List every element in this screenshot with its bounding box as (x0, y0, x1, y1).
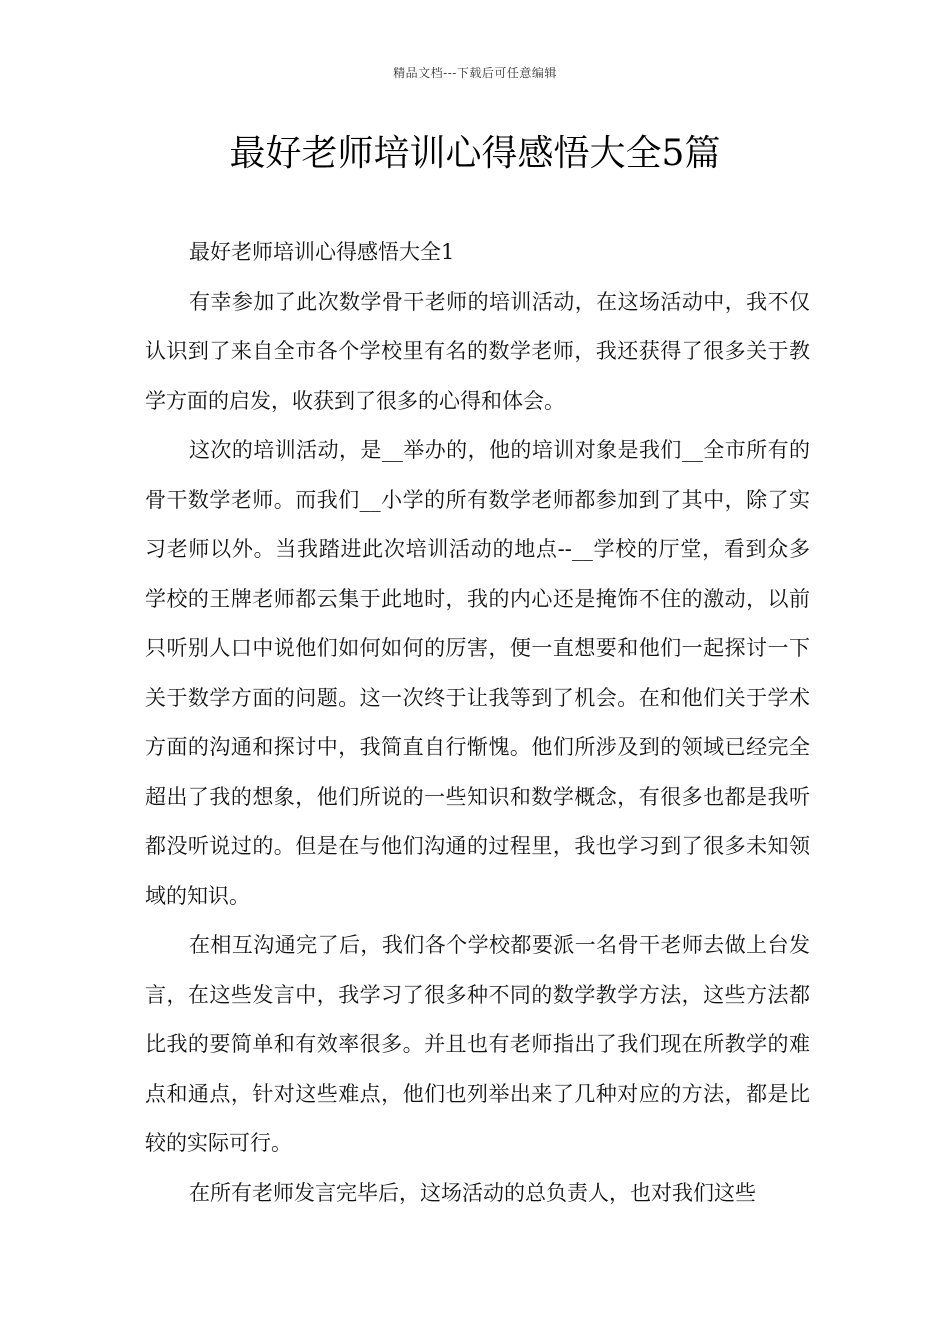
document-title: 最好老师培训心得感悟大全5篇 (229, 133, 721, 174)
page-header: 精品文档---下载后可任意编辑 (393, 66, 557, 80)
section-heading: 最好老师培训心得感悟大全1 (189, 240, 455, 264)
paragraph: 这次的培训活动，是__举办的，他的培训对象是我们__全市所有的骨干数学老师。而我们__小学的所有数学老师都参加到了其中，除了实习老师以外。当我踏进此次培训活动的地点--__学校的厅堂，看到众多学校的王牌老师都云集于此地时，我的内心还是掩饰不住的激动，以前只听别人口中说他们如何如何的厉害，便一直想要和他们一起探讨一下关于数学方面的问题。这一次终于让我等到了机会。在和他们关于学术方面的沟通和探讨中，我简直自行惭愧。他们所涉及到的领域已经完全超出了我的想象，他们所说的一些知识和数学概念，有很多也都是我听都没听说过的。但是在与他们沟通的过程里，我也学习到了很多未知领域的知识。 (145, 438, 810, 908)
paragraph: 在所有老师发言完毕后，这场活动的总负责人，也对我们这些 (189, 1180, 756, 1205)
document-body (145, 228, 810, 1218)
paragraph: 在相互沟通完了后，我们各个学校都要派一名骨干老师去做上台发言，在这些发言中，我学习了很多种不同的数学教学方法，这些方法都比我的要简单和有效率很多。并且也有老师指出了我们现在所教学的难点和通点，针对这些难点，他们也列举出来了几种对应的方法，都是比较的实际可行。 (145, 933, 810, 1155)
paragraph: 有幸参加了此次数学骨干老师的培训活动，在这场活动中，我不仅认识到了来自全市各个学校里有名的数学老师，我还获得了很多关于教学方面的启发，收获到了很多的心得和体会。 (145, 289, 810, 413)
